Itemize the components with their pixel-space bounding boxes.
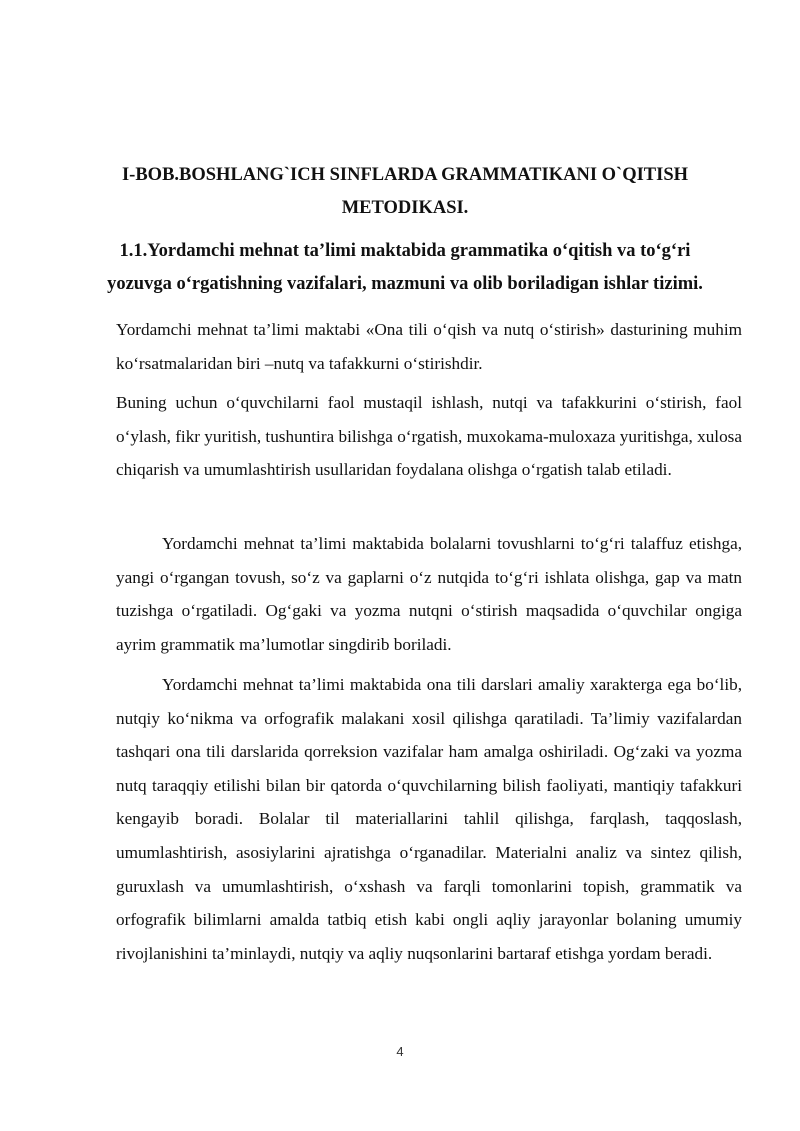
- paragraph-4: Yordamchi mehnat ta’limi maktabida ona tili darslari amaliy xarakterga ega bo‘lib, nutqiy ko‘nikma va orfografik malakani xosil qilishga qaratiladi. Ta’limiy vazifalardan tashqari ona tili darslarida qorreksion vazifalar ham amalga oshiriladi. Og‘zaki va yozma nutq taraqqiy etilishi bilan bir qatorda o‘quvchilarning bilish faoliyati, mantiqiy tafakkuri kengayib boradi. Bolalar til materiallarini tahlil qilishga, farqlash, taqqoslash, umumlashtirish, asosiylarini ajratishga o‘rganadilar. Materialni analiz va sintez qilish, guruxlash va umumlashtirish, o‘xshash va farqli tomonlarini topish, grammatik va orfografik bilimlarni amalda tatbiq etish kabi ongli aqliy jarayonlar bolaning umumiy rivojlanishini ta’minlaydi, nutqiy va aqliy nuqsonlarini bartaraf etishga yordam beradi.: [116, 675, 742, 963]
- paragraph-2: Buning uchun o‘quvchilarni faol mustaqil ishlash, nutqi va tafakkurini o‘stirish, faol o‘ylash, fikr yuritish, tushuntira bilishga o‘rgatish, muxokama-muloxaza yuritishga, xulosa chiqarish va umumlashtirish usullaridan foydalana olishga o‘rgatish talab etiladi.: [116, 393, 742, 480]
- paragraph-1: Yordamchi mehnat ta’limi maktabi «Ona tili o‘qish va nutq o‘stirish» dasturining muhim ko‘rsatmalaridan biri –nutq va tafakkurni o‘stirishdir.: [116, 320, 742, 373]
- section-title: 1.1.Yordamchi mehnat ta’limi maktabida grammatika o‘qitish va to‘g‘ri yozuvga o‘rgatishning vazifalari, mazmuni va olib boriladigan ishlar tizimi.: [107, 241, 703, 294]
- paragraph-3: Yordamchi mehnat ta’limi maktabida bolalarni tovushlarni to‘g‘ri talaffuz etishga, yangi o‘rgangan tovush, so‘z va gaplarni o‘z nutqida to‘g‘ri ishlata olishga, gap va matn tuzishga o‘rgatiladi. Og‘gaki va yozma nutqni o‘stirish maqsadida o‘quvchilar ongiga ayrim grammatik ma’lumotlar singdirib boriladi.: [116, 534, 742, 654]
- chapter-title: I-BOB.BOSHLANG`ICH SINFLARDA GRAMMATIKANI O`QITISH METODIKASI.: [121, 165, 689, 218]
- page-number: 4: [396, 1044, 404, 1059]
